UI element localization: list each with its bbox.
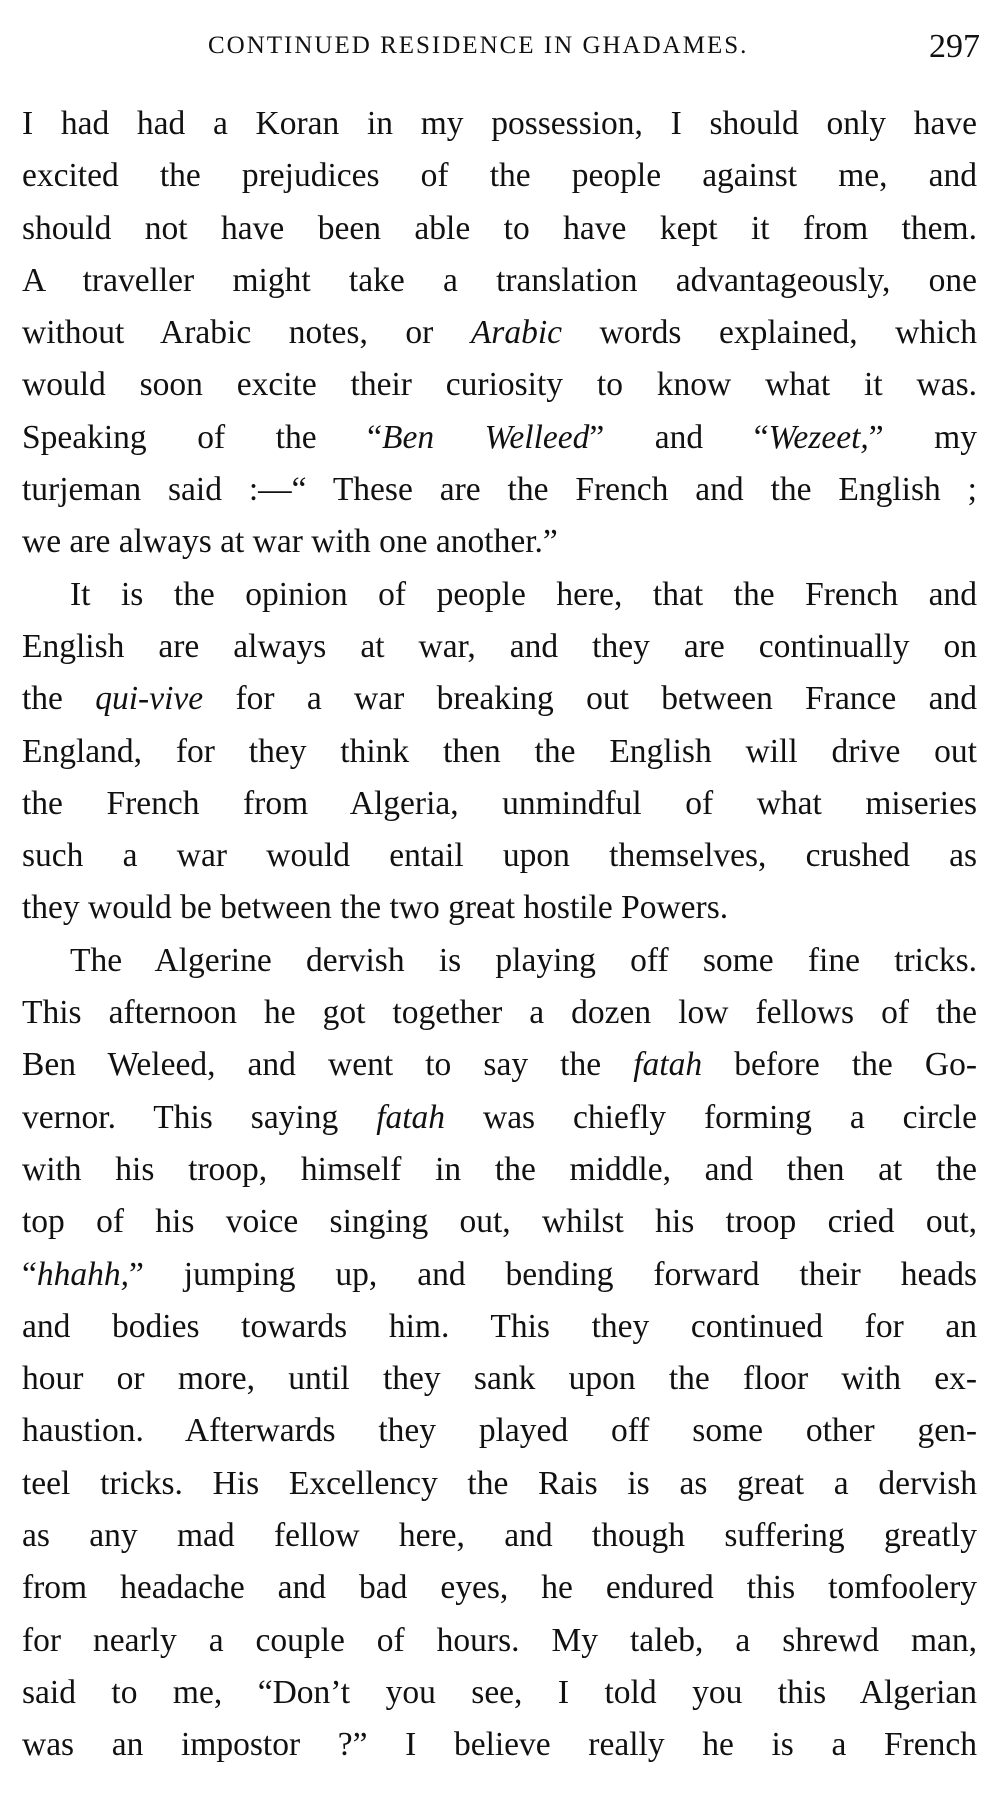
italic-term: fatah (376, 1098, 446, 1136)
text-line: was an impostor ?” I believe really he is a French (22, 1726, 977, 1764)
text-line: It is the opinion of people here, that the French and (70, 575, 977, 613)
text-line: with his troop, himself in the middle, and then at the (22, 1150, 977, 1188)
italic-term: Arabic (470, 314, 563, 352)
italic-term: Ben Welleed (381, 418, 590, 456)
italic-term: hhahh, (36, 1255, 129, 1293)
text-line: they would be between the two great hostile Powers. (22, 889, 729, 927)
text-line: we are always at war with one another.” (22, 523, 558, 561)
text-line: turjeman said :—“ These are the French and the English ; (22, 471, 977, 509)
italic-term: Wezeet, (768, 418, 869, 456)
text-line: said to me, “Don’t you see, I told you this Algerian (22, 1673, 977, 1711)
running-title: CONTINUED RESIDENCE IN GHADAMES. (208, 32, 749, 59)
page-number: 297 (929, 28, 980, 65)
text-line: without Arabic notes, or Arabic words explained, which (22, 314, 977, 352)
running-header (200, 28, 980, 68)
text-line: from headache and bad eyes, he endured this tomfoolery (22, 1569, 977, 1607)
text-line: for nearly a couple of hours. My taleb, a shrewd man, (22, 1621, 977, 1659)
text-line: Speaking of the “Ben Welleed” and “Wezeet,” my (22, 418, 977, 456)
text-line: and bodies towards him. This they continued for an (22, 1307, 977, 1345)
text-line: haustion. Afterwards they played off some other gen- (22, 1412, 977, 1450)
text-line: should not have been able to have kept it from them. (22, 209, 977, 247)
text-line: vernor. This saying fatah was chiefly forming a circle (22, 1098, 978, 1136)
italic-term: qui-vive (95, 680, 204, 718)
text-line: English are always at war, and they are continually on (22, 627, 977, 665)
text-line: England, for they think then the English will drive out (22, 732, 977, 770)
text-line: hour or more, until they sank upon the floor with ex- (22, 1360, 977, 1398)
text-line: such a war would entail upon themselves, crushed as (22, 837, 977, 875)
text-line: teel tricks. His Excellency the Rais is as great a dervish (22, 1464, 977, 1502)
text-line: Ben Weleed, and went to say the fatah before the Go- (22, 1046, 977, 1084)
text-line: the French from Algeria, unmindful of what miseries (22, 784, 977, 822)
text-line: The Algerine dervish is playing off some fine tricks. (70, 941, 977, 979)
text-line: “hhahh,” jumping up, and bending forward their heads (22, 1255, 977, 1293)
text-line: the qui-vive for a war breaking out between France and (22, 680, 977, 718)
text-line: would soon excite their curiosity to know what it was. (22, 366, 977, 404)
text-line: I had had a Koran in my possession, I should only have (22, 105, 977, 142)
text-line: A traveller might take a translation advantageously, one (22, 261, 977, 299)
text-line: This afternoon he got together a dozen low fellows of the (22, 994, 977, 1032)
body-text (22, 98, 977, 1772)
italic-term: fatah (633, 1046, 703, 1084)
text-line: as any mad fellow here, and though suffering greatly (22, 1517, 977, 1555)
text-line: excited the prejudices of the people against me, and (22, 157, 977, 195)
text-line: top of his voice singing out, whilst his troop cried out, (22, 1203, 977, 1241)
